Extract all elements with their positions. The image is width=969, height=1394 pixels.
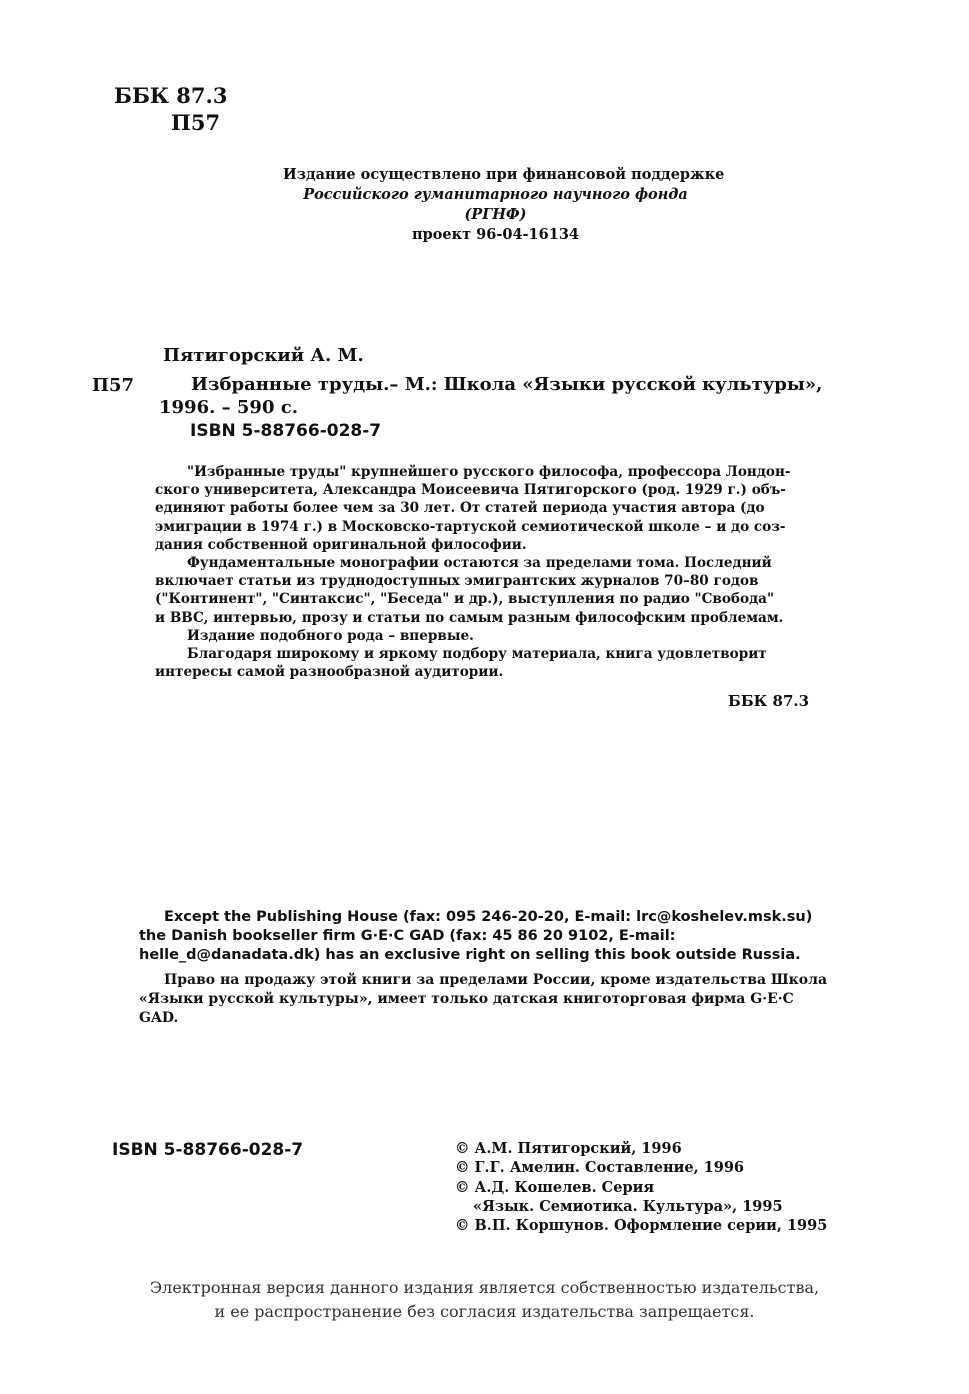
export-rights-line-1: Except the Publishing House (fax: 095 246-20-20, E-mail: lrc@koshelev.msk.su) — [164, 909, 813, 925]
annotation-line: ("Континент", "Синтаксис", "Беседа" и др.), выступления по радио "Свобода" — [155, 591, 775, 608]
electronic-notice-line-2: и ее распространение без согласия издательства запрещается. — [214, 1302, 755, 1321]
annotation-line: включает статьи из труднодоступных эмигрантских журналов 70–80 годов — [155, 573, 759, 590]
copyright-item: © В.П. Коршунов. Оформление серии, 1995 — [455, 1217, 828, 1235]
electronic-notice-line-1: Электронная версия данного издания является собственностью издательства, — [149, 1278, 820, 1297]
annotation-line: ского университета, Александра Моисеевича Пятигорского (род. 1929 г.) объ- — [155, 482, 786, 499]
export-rights-line-3: helle_d@danadata.dk) has an exclusive right on selling this book outside Russia. — [139, 947, 801, 963]
copyright-item: © А.Д. Кошелев. Серия — [455, 1178, 655, 1196]
bibliographic-citation — [159, 373, 822, 419]
annotation-line: Благодаря широкому и яркому подбору материала, книга удовлетворит — [187, 646, 767, 663]
funding-line-1: Издание осуществлено при финансовой поддержке — [283, 166, 725, 183]
copyright-item: © А.М. Пятигорский, 1996 — [455, 1140, 682, 1157]
funding-notice — [283, 165, 725, 245]
annotation-line: и BBC, интервью, прозу и статьи по самым разным философским проблемам. — [155, 609, 784, 626]
bibliographic-author: Пятигорский А. М. — [163, 345, 364, 366]
annotation-paragraph-4 — [155, 645, 825, 681]
rights-line-1: Право на продажу этой книги за пределами России, кроме издательства Школа — [164, 972, 828, 988]
electronic-version-notice — [0, 1276, 969, 1324]
export-rights-russian — [139, 971, 827, 1028]
citation-line-1: Избранные труды.– М.: Школа «Языки русской культуры», — [191, 374, 823, 395]
bbk-code-annotation: ББК 87.3 — [728, 692, 810, 710]
bbk-code: ББК 87.3 — [114, 83, 228, 108]
funding-line-2: Российского гуманитарного научного фонда — [303, 186, 688, 203]
copyright-item: «Язык. Семиотика. Культура», 1995 — [473, 1197, 783, 1215]
citation-line-2: 1996. – 590 с. — [159, 397, 298, 418]
annotation-line: интересы самой разнообразной аудитории. — [155, 664, 504, 681]
annotation-line: дания собственной оригинальной философии. — [155, 536, 527, 553]
copyright-item: © Г.Г. Амелин. Составление, 1996 — [455, 1159, 745, 1177]
rights-line-2: «Языки русской культуры», имеет только датская книготорговая фирма G·E·C — [139, 991, 794, 1007]
annotation-paragraph-1 — [155, 463, 825, 554]
annotation-line: единяют работы более чем за 30 лет. От статей периода участия автора (до — [155, 500, 765, 517]
export-rights-english — [139, 908, 812, 965]
annotation-line: эмиграции в 1974 г.) в Московско-тартуской семиотической школе – и до соз- — [155, 518, 786, 535]
annotation — [155, 463, 825, 681]
author-mark-top: П57 — [171, 110, 221, 135]
funding-project-number: проект 96-04-16134 — [412, 226, 579, 243]
funding-line-3: (РГНФ) — [464, 206, 527, 223]
annotation-paragraph-2 — [155, 554, 825, 627]
annotation-paragraph-3 — [155, 627, 825, 645]
bibliographic-author-mark: П57 — [92, 375, 135, 396]
export-rights-line-2: the Danish bookseller firm G·E·C GAD (fax: 45 86 20 9102, E-mail: — [139, 928, 676, 944]
isbn-bottom: ISBN 5-88766-028-7 — [112, 1140, 304, 1160]
copyright-list — [455, 1139, 827, 1235]
rights-line-3: GAD. — [139, 1010, 179, 1026]
bbk-classification-top — [114, 82, 227, 136]
annotation-line: Издание подобного рода – впервые. — [187, 627, 474, 644]
annotation-line: Фундаментальные монографии остаются за пределами тома. Последний — [187, 555, 772, 572]
annotation-line: "Избранные труды" крупнейшего русского философа, профессора Лондон- — [187, 464, 791, 480]
bibliographic-isbn: ISBN 5-88766-028-7 — [190, 421, 382, 441]
